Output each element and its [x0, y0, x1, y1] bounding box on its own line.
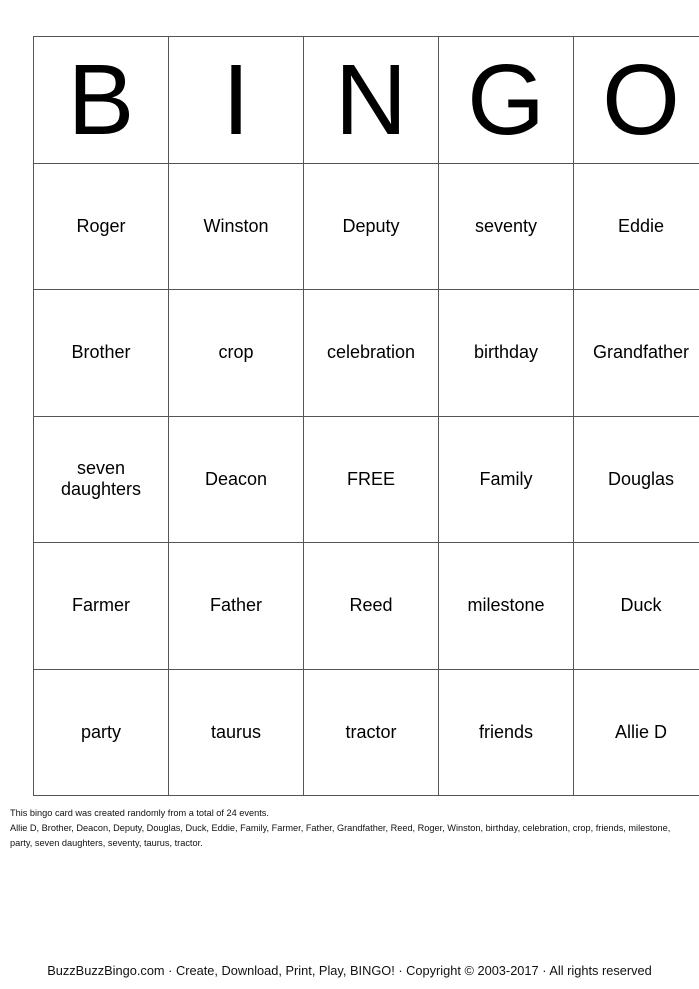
header-letter-i: I — [169, 37, 304, 164]
bingo-cell: Eddie — [574, 163, 699, 290]
header-letter-o: O — [574, 37, 699, 164]
bingo-cell: crop — [169, 290, 304, 417]
bingo-cell: Father — [169, 543, 304, 670]
bingo-cell: Deputy — [304, 163, 439, 290]
bingo-cell: Brother — [34, 290, 169, 417]
bingo-row — [34, 543, 699, 670]
bingo-cell: party — [34, 669, 169, 796]
bingo-row — [34, 163, 699, 290]
bingo-cell: Farmer — [34, 543, 169, 670]
bingo-cell: Deacon — [169, 416, 304, 543]
bingo-card — [33, 36, 699, 796]
bingo-cell: celebration — [304, 290, 439, 417]
bingo-cell: birthday — [439, 290, 574, 417]
header-letter-g: G — [439, 37, 574, 164]
bingo-cell: friends — [439, 669, 574, 796]
bingo-cell: Roger — [34, 163, 169, 290]
card-info-summary: This bingo card was created randomly from a total of 24 events. — [10, 808, 269, 818]
bingo-row — [34, 669, 699, 796]
bingo-cell: taurus — [169, 669, 304, 796]
bingo-cell: Allie D — [574, 669, 699, 796]
bingo-row — [34, 290, 699, 417]
bingo-cell: Reed — [304, 543, 439, 670]
header-letter-b: B — [34, 37, 169, 164]
footer-copyright: BuzzBuzzBingo.com · Create, Download, Print, Play, BINGO! · Copyright © 2003-2017 · All rights reserved — [47, 963, 652, 978]
bingo-cell: seventy — [439, 163, 574, 290]
card-info — [10, 806, 690, 851]
bingo-cell: Duck — [574, 543, 699, 670]
bingo-header-row — [34, 37, 699, 164]
bingo-cell: Family — [439, 416, 574, 543]
bingo-cell: milestone — [439, 543, 574, 670]
card-info-event-list: Allie D, Brother, Deacon, Deputy, Douglas, Duck, Eddie, Family, Farmer, Father, Grandfather, Reed, Roger, Winston, birthday, celebration, crop, friends, milestone, party, seven daughters, seventy, taurus, tractor. — [10, 823, 671, 848]
bingo-row — [34, 416, 699, 543]
bingo-cell: Douglas — [574, 416, 699, 543]
bingo-cell: Grandfather — [574, 290, 699, 417]
free-space-cell: FREE — [304, 416, 439, 543]
bingo-cell: tractor — [304, 669, 439, 796]
bingo-cell: Winston — [169, 163, 304, 290]
bingo-cell: seven daughters — [34, 416, 169, 543]
header-letter-n: N — [304, 37, 439, 164]
